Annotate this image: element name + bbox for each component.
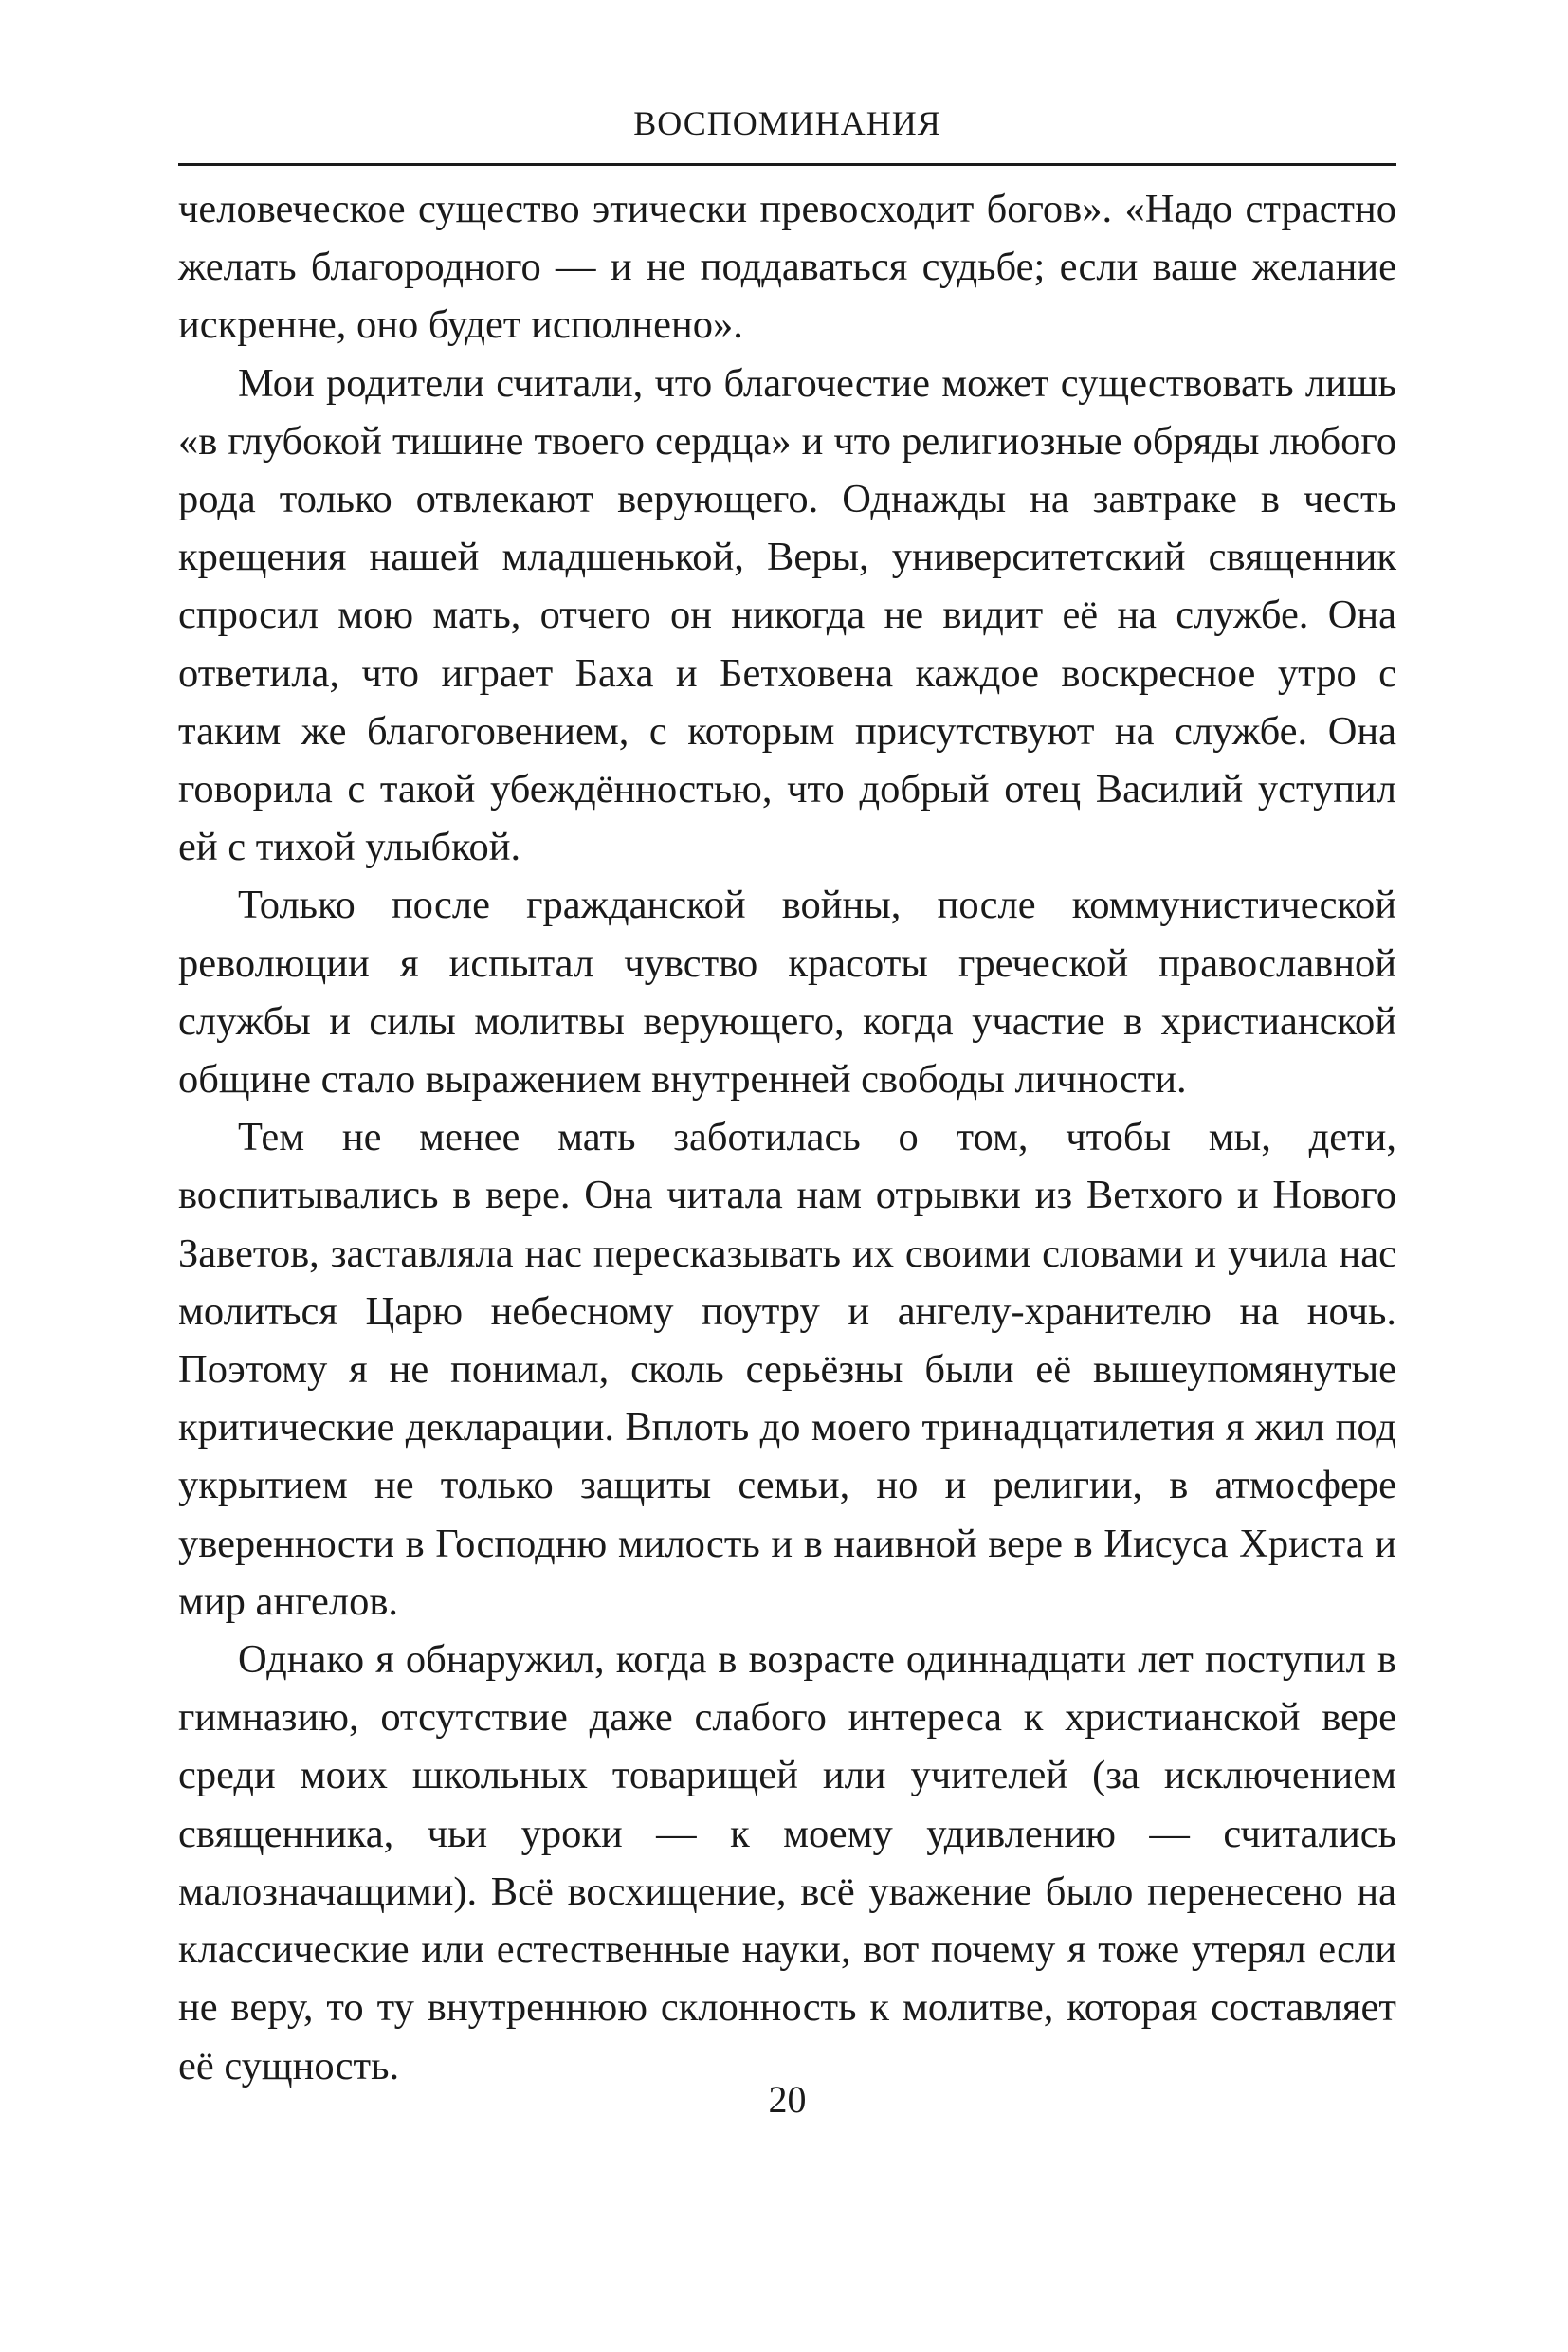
paragraph: Только после гражданской войны, после коммунистической революции я испытал чувство красоты греческой православной службы и силы молитвы верующего, когда участие в христианской общине стало выражением внутренней свободы личности.: [178, 883, 1396, 1103]
page-number: 20: [768, 2078, 807, 2121]
paragraph-continuation: человеческое существо этически превосходит богов». «Надо страстно желать благородного — и не поддаваться судьбе; если ваше желание искренне, оно будет исполнено».: [178, 187, 1396, 348]
paragraph: Тем не менее мать заботилась о том, чтобы мы, дети, воспитывались в вере. Она читала нам отрывки из Ветхого и Нового Заветов, заставляла нас пересказывать их своими словами и учила нас молиться Царю небесному поутру и ангелу-хранителю на ночь. Поэтому я не понимал, сколь серьёзны были её вышеупомянутые критические декларации. Вплоть до моего тринадцатилетия я жил под укрытием не только защиты семьи, но и религии, в атмосфере уверенности в Господню милость и в наивной вере в Иисуса Христа и мир ангелов.: [178, 1115, 1396, 1624]
header-rule: [178, 163, 1396, 166]
running-header: ВОСПОМИНАНИЯ: [633, 104, 941, 142]
body-text: [178, 180, 1396, 2095]
paragraph: Однако я обнаружил, когда в возрасте одиннадцати лет поступил в гимназию, отсутствие даже слабого интереса к христианской вере среди моих школьных товарищей или учителей (за исключением священника, чьи уроки — к моему удивлению — считались малозначащими). Всё восхищение, всё уважение было перенесено на классические или естественные науки, вот почему я тоже утерял если не веру, то ту внутреннюю склонность к молитве, которая составляет её сущность.: [178, 1637, 1396, 2088]
paragraph: Мои родители считали, что благочестие может существовать лишь «в глубокой тишине твоего сердца» и что религиозные обряды любого рода только отвлекают верующего. Однажды на завтраке в честь крещения нашей младшенькой, Веры, университетский священник спросил мою мать, отчего он никогда не видит её на службе. Она ответила, что играет Баха и Бетховена каждое воскресное утро с таким же благоговением, с которым присутствуют на службе. Она говорила с такой убеждённостью, что добрый отец Василий уступил ей с тихой улыбкой.: [178, 360, 1396, 870]
